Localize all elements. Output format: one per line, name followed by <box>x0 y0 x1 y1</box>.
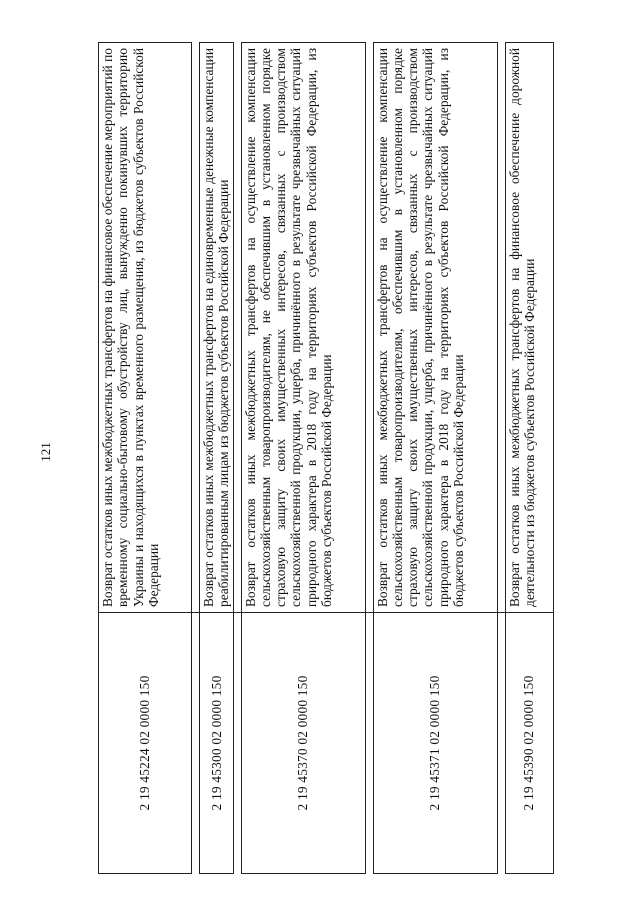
page-number: 121 <box>38 442 53 462</box>
budget-code-cell: 2 19 45224 02 0000 150 <box>99 613 192 874</box>
document-sheet <box>98 42 558 874</box>
row-spacer <box>365 43 373 874</box>
budget-code-table <box>98 42 554 874</box>
code-description-cell: Возврат остатков иных межбюджетных трансфертов на осуществление компенсации сельскохозяйственным товаропроизводителям, не обеспечившим в установленном порядке страховую защиту своих имущественных интересов, связанных с производством сельскохозяйственной продукции, ущерба, причинённого в результате чрезвычайных ситуаций природного характера в 2018 году на территориях субъектов Российской Федерации, из бюджетов субъектов Российской Федерации <box>241 43 365 613</box>
code-description-cell: Возврат остатков иных межбюджетных трансфертов на финансовое обеспечение мероприятий по временному социально-бытовому обустройству лиц, вынужденно покинувших территорию Украины и находящихся в пунктах временного размещения, из бюджетов субъектов Российской Федерации <box>99 43 192 613</box>
table-row <box>200 43 234 874</box>
code-description-cell: Возврат остатков иных межбюджетных трансфертов на финансовое обеспечение дорожной деятельности из бюджетов субъектов Российской Федерации <box>505 43 553 613</box>
row-spacer <box>192 43 200 874</box>
table-row <box>99 43 192 874</box>
code-description-cell: Возврат остатков иных межбюджетных трансфертов на осуществление компенсации сельскохозяйственным товаропроизводителям, обеспечившим в установленном порядке страховую защиту своих имущественных интересов, связанных с производством сельскохозяйственной продукции, ущерба, причинённого в результате чрезвычайных ситуаций природного характера в 2018 году на территориях субъектов Российской Федерации, из бюджетов субъектов Российской Федерации <box>373 43 497 613</box>
budget-code-cell: 2 19 45390 02 0000 150 <box>505 613 553 874</box>
budget-code-cell: 2 19 45300 02 0000 150 <box>200 613 234 874</box>
table-row <box>241 43 365 874</box>
budget-code-cell: 2 19 45371 02 0000 150 <box>373 613 497 874</box>
table-row <box>373 43 497 874</box>
code-description-cell: Возврат остатков иных межбюджетных трансфертов на единовременные денежные компенсации реабилитированным лицам из бюджетов субъектов Российской Федерации <box>200 43 234 613</box>
row-spacer <box>233 43 241 874</box>
table-row <box>505 43 553 874</box>
row-spacer <box>497 43 505 874</box>
budget-code-cell: 2 19 45370 02 0000 150 <box>241 613 365 874</box>
